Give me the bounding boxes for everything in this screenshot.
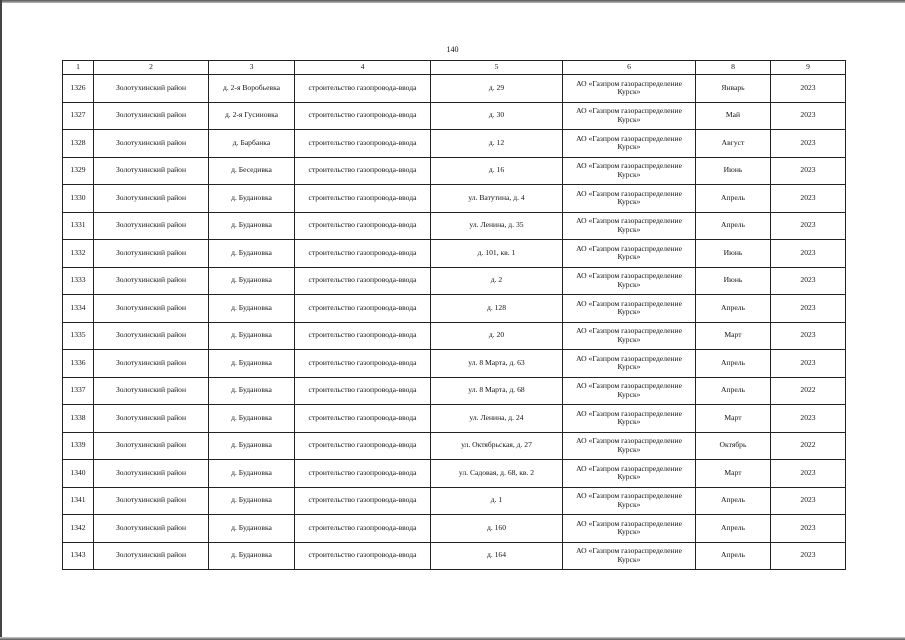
district-cell: Золотухинский район [94, 515, 209, 543]
address-cell: д. 30 [431, 102, 563, 130]
year-cell: 2023 [771, 185, 846, 213]
address-cell: д. 20 [431, 322, 563, 350]
organization-cell [563, 212, 696, 240]
year-cell: 2023 [771, 157, 846, 185]
month-cell: Апрель [696, 377, 771, 405]
organization-cell [563, 130, 696, 158]
column-header: 3 [209, 61, 295, 75]
work-type-cell: строительство газопровода-ввода [295, 487, 431, 515]
settlement-cell: д. 2-я Гусиновка [209, 102, 295, 130]
month-cell: Апрель [696, 350, 771, 378]
organization-line-1: АО «Газпром газораспределение [576, 381, 682, 391]
work-type-cell: строительство газопровода-ввода [295, 102, 431, 130]
organization-line-1: АО «Газпром газораспределение [576, 518, 682, 528]
work-type-cell: строительство газопровода-ввода [295, 542, 431, 570]
work-type-cell: строительство газопровода-ввода [295, 377, 431, 405]
year-cell: 2023 [771, 295, 846, 323]
organization-cell [563, 405, 696, 433]
organization-cell [563, 350, 696, 378]
district-cell: Золотухинский район [94, 185, 209, 213]
month-cell: Июнь [696, 267, 771, 295]
organization-line-2: Курск» [617, 197, 641, 207]
district-cell: Золотухинский район [94, 460, 209, 488]
settlement-cell: д. Будановка [209, 460, 295, 488]
table-row [63, 542, 846, 570]
organization-line-2: Курск» [617, 252, 641, 262]
settlement-cell: д. 2-я Воробьевка [209, 75, 295, 103]
address-cell: ул. Октябрьская, д. 27 [431, 432, 563, 460]
table-row [63, 267, 846, 295]
settlement-cell: д. Беседивка [209, 157, 295, 185]
month-cell: Апрель [696, 515, 771, 543]
table-row [63, 460, 846, 488]
work-type-cell: строительство газопровода-ввода [295, 212, 431, 240]
row-number-cell: 1327 [63, 102, 94, 130]
month-cell: Апрель [696, 185, 771, 213]
month-cell: Март [696, 322, 771, 350]
table-row [63, 295, 846, 323]
row-number-cell: 1337 [63, 377, 94, 405]
column-header: 5 [431, 61, 563, 75]
organization-line-2: Курск» [617, 472, 641, 482]
address-cell: ул. 8 Марта, д. 63 [431, 350, 563, 378]
address-cell: д. 29 [431, 75, 563, 103]
row-number-cell: 1333 [63, 267, 94, 295]
year-cell: 2023 [771, 130, 846, 158]
row-number-cell: 1340 [63, 460, 94, 488]
year-cell: 2023 [771, 487, 846, 515]
district-cell: Золотухинский район [94, 75, 209, 103]
month-cell: Март [696, 405, 771, 433]
organization-line-1: АО «Газпром газораспределение [576, 491, 682, 501]
settlement-cell: д. Будановка [209, 267, 295, 295]
row-number-cell: 1335 [63, 322, 94, 350]
address-cell: д. 101, кв. 1 [431, 240, 563, 268]
organization-line-2: Курск» [617, 499, 641, 509]
row-number-cell: 1329 [63, 157, 94, 185]
year-cell: 2022 [771, 377, 846, 405]
settlement-cell: д. Будановка [209, 377, 295, 405]
table-row [63, 240, 846, 268]
work-type-cell: строительство газопровода-ввода [295, 240, 431, 268]
organization-line-2: Курск» [617, 334, 641, 344]
year-cell: 2023 [771, 515, 846, 543]
work-type-cell: строительство газопровода-ввода [295, 405, 431, 433]
row-number-cell: 1326 [63, 75, 94, 103]
organization-cell [563, 240, 696, 268]
work-type-cell: строительство газопровода-ввода [295, 130, 431, 158]
table-row [63, 515, 846, 543]
settlement-cell: д. Будановка [209, 432, 295, 460]
work-type-cell: строительство газопровода-ввода [295, 157, 431, 185]
settlement-cell: д. Будановка [209, 240, 295, 268]
organization-line-2: Курск» [617, 279, 641, 289]
year-cell: 2023 [771, 405, 846, 433]
organization-line-1: АО «Газпром газораспределение [576, 271, 682, 281]
district-cell: Золотухинский район [94, 240, 209, 268]
month-cell: Май [696, 102, 771, 130]
organization-cell [563, 102, 696, 130]
organization-line-1: АО «Газпром газораспределение [576, 546, 682, 556]
organization-cell [563, 157, 696, 185]
organization-line-1: АО «Газпром газораспределение [576, 326, 682, 336]
table-row [63, 212, 846, 240]
month-cell: Апрель [696, 212, 771, 240]
table-row [63, 157, 846, 185]
row-number-cell: 1341 [63, 487, 94, 515]
organization-line-2: Курск» [617, 362, 641, 372]
row-number-cell: 1332 [63, 240, 94, 268]
address-cell: д. 164 [431, 542, 563, 570]
organization-cell [563, 75, 696, 103]
settlement-cell: д. Будановка [209, 405, 295, 433]
organization-line-2: Курск» [617, 527, 641, 537]
organization-line-2: Курск» [617, 142, 641, 152]
district-cell: Золотухинский район [94, 322, 209, 350]
column-header: 1 [63, 61, 94, 75]
work-type-cell: строительство газопровода-ввода [295, 350, 431, 378]
year-cell: 2023 [771, 102, 846, 130]
organization-line-1: АО «Газпром газораспределение [576, 78, 682, 88]
table-row [63, 405, 846, 433]
column-header: 2 [94, 61, 209, 75]
row-number-cell: 1336 [63, 350, 94, 378]
month-cell: Март [696, 460, 771, 488]
table-row [63, 487, 846, 515]
organization-line-2: Курск» [617, 444, 641, 454]
district-cell: Золотухинский район [94, 157, 209, 185]
column-header: 4 [295, 61, 431, 75]
year-cell: 2023 [771, 542, 846, 570]
settlement-cell: д. Барбанка [209, 130, 295, 158]
table-row [63, 322, 846, 350]
district-cell: Золотухинский район [94, 405, 209, 433]
work-type-cell: строительство газопровода-ввода [295, 460, 431, 488]
table-row [63, 130, 846, 158]
settlement-cell: д. Будановка [209, 542, 295, 570]
scan-edge-top [0, 0, 905, 3]
month-cell: Август [696, 130, 771, 158]
table-body [63, 75, 846, 570]
month-cell: Июнь [696, 157, 771, 185]
column-header: 8 [696, 61, 771, 75]
organization-cell [563, 267, 696, 295]
column-header: 9 [771, 61, 846, 75]
organization-cell [563, 432, 696, 460]
organization-line-1: АО «Газпром газораспределение [576, 161, 682, 171]
row-number-cell: 1334 [63, 295, 94, 323]
settlement-cell: д. Будановка [209, 212, 295, 240]
organization-cell [563, 515, 696, 543]
settlement-cell: д. Будановка [209, 515, 295, 543]
address-cell: д. 128 [431, 295, 563, 323]
address-cell: д. 2 [431, 267, 563, 295]
settlement-cell: д. Будановка [209, 322, 295, 350]
column-header: 6 [563, 61, 696, 75]
organization-line-2: Курск» [617, 389, 641, 399]
settlement-cell: д. Будановка [209, 487, 295, 515]
organization-cell [563, 542, 696, 570]
address-cell: ул. Ватутина, д. 4 [431, 185, 563, 213]
organization-line-1: АО «Газпром газораспределение [576, 353, 682, 363]
page-number: 140 [446, 45, 459, 54]
organization-line-1: АО «Газпром газораспределение [576, 436, 682, 446]
table-row [63, 377, 846, 405]
settlement-cell: д. Будановка [209, 185, 295, 213]
organization-line-1: АО «Газпром газораспределение [576, 243, 682, 253]
organization-line-2: Курск» [617, 87, 641, 97]
work-type-cell: строительство газопровода-ввода [295, 515, 431, 543]
month-cell: Апрель [696, 542, 771, 570]
settlement-cell: д. Будановка [209, 295, 295, 323]
scan-edge-left [0, 0, 2, 640]
organization-line-2: Курск» [617, 224, 641, 234]
organization-line-2: Курск» [617, 114, 641, 124]
district-cell: Золотухинский район [94, 130, 209, 158]
work-type-cell: строительство газопровода-ввода [295, 75, 431, 103]
address-cell: ул. Садовая, д. 68, кв. 2 [431, 460, 563, 488]
address-cell: ул. 8 Марта, д. 68 [431, 377, 563, 405]
address-cell: д. 12 [431, 130, 563, 158]
year-cell: 2023 [771, 350, 846, 378]
organization-line-2: Курск» [617, 169, 641, 179]
table-row [63, 350, 846, 378]
table-row [63, 432, 846, 460]
organization-line-1: АО «Газпром газораспределение [576, 408, 682, 418]
district-cell: Золотухинский район [94, 102, 209, 130]
gas-pipeline-register-table [62, 60, 846, 570]
district-cell: Золотухинский район [94, 267, 209, 295]
row-number-cell: 1339 [63, 432, 94, 460]
year-cell: 2023 [771, 322, 846, 350]
work-type-cell: строительство газопровода-ввода [295, 322, 431, 350]
address-cell: ул. Ленина, д. 24 [431, 405, 563, 433]
address-cell: ул. Ленина, д. 35 [431, 212, 563, 240]
row-number-cell: 1342 [63, 515, 94, 543]
organization-line-2: Курск» [617, 554, 641, 564]
organization-line-1: АО «Газпром газораспределение [576, 463, 682, 473]
work-type-cell: строительство газопровода-ввода [295, 432, 431, 460]
work-type-cell: строительство газопровода-ввода [295, 185, 431, 213]
district-cell: Золотухинский район [94, 295, 209, 323]
organization-line-1: АО «Газпром газораспределение [576, 188, 682, 198]
table-row [63, 102, 846, 130]
address-cell: д. 1 [431, 487, 563, 515]
year-cell: 2023 [771, 460, 846, 488]
organization-line-1: АО «Газпром газораспределение [576, 106, 682, 116]
year-cell: 2022 [771, 432, 846, 460]
table-row [63, 185, 846, 213]
organization-line-1: АО «Газпром газораспределение [576, 216, 682, 226]
organization-line-2: Курск» [617, 417, 641, 427]
organization-cell [563, 295, 696, 323]
year-cell: 2023 [771, 267, 846, 295]
row-number-cell: 1338 [63, 405, 94, 433]
organization-cell [563, 377, 696, 405]
address-cell: д. 160 [431, 515, 563, 543]
organization-cell [563, 322, 696, 350]
row-number-cell: 1343 [63, 542, 94, 570]
district-cell: Золотухинский район [94, 542, 209, 570]
work-type-cell: строительство газопровода-ввода [295, 267, 431, 295]
organization-line-2: Курск» [617, 307, 641, 317]
row-number-cell: 1330 [63, 185, 94, 213]
district-cell: Золотухинский район [94, 487, 209, 515]
organization-line-1: АО «Газпром газораспределение [576, 133, 682, 143]
year-cell: 2023 [771, 75, 846, 103]
row-number-cell: 1331 [63, 212, 94, 240]
table-row [63, 75, 846, 103]
address-cell: д. 16 [431, 157, 563, 185]
organization-cell [563, 487, 696, 515]
organization-cell [563, 185, 696, 213]
row-number-cell: 1328 [63, 130, 94, 158]
month-cell: Январь [696, 75, 771, 103]
district-cell: Золотухинский район [94, 212, 209, 240]
organization-line-1: АО «Газпром газораспределение [576, 298, 682, 308]
work-type-cell: строительство газопровода-ввода [295, 295, 431, 323]
header-row [63, 61, 846, 75]
month-cell: Июнь [696, 240, 771, 268]
district-cell: Золотухинский район [94, 377, 209, 405]
organization-cell [563, 460, 696, 488]
district-cell: Золотухинский район [94, 350, 209, 378]
year-cell: 2023 [771, 212, 846, 240]
settlement-cell: д. Будановка [209, 350, 295, 378]
year-cell: 2023 [771, 240, 846, 268]
district-cell: Золотухинский район [94, 432, 209, 460]
month-cell: Октябрь [696, 432, 771, 460]
month-cell: Апрель [696, 487, 771, 515]
month-cell: Апрель [696, 295, 771, 323]
